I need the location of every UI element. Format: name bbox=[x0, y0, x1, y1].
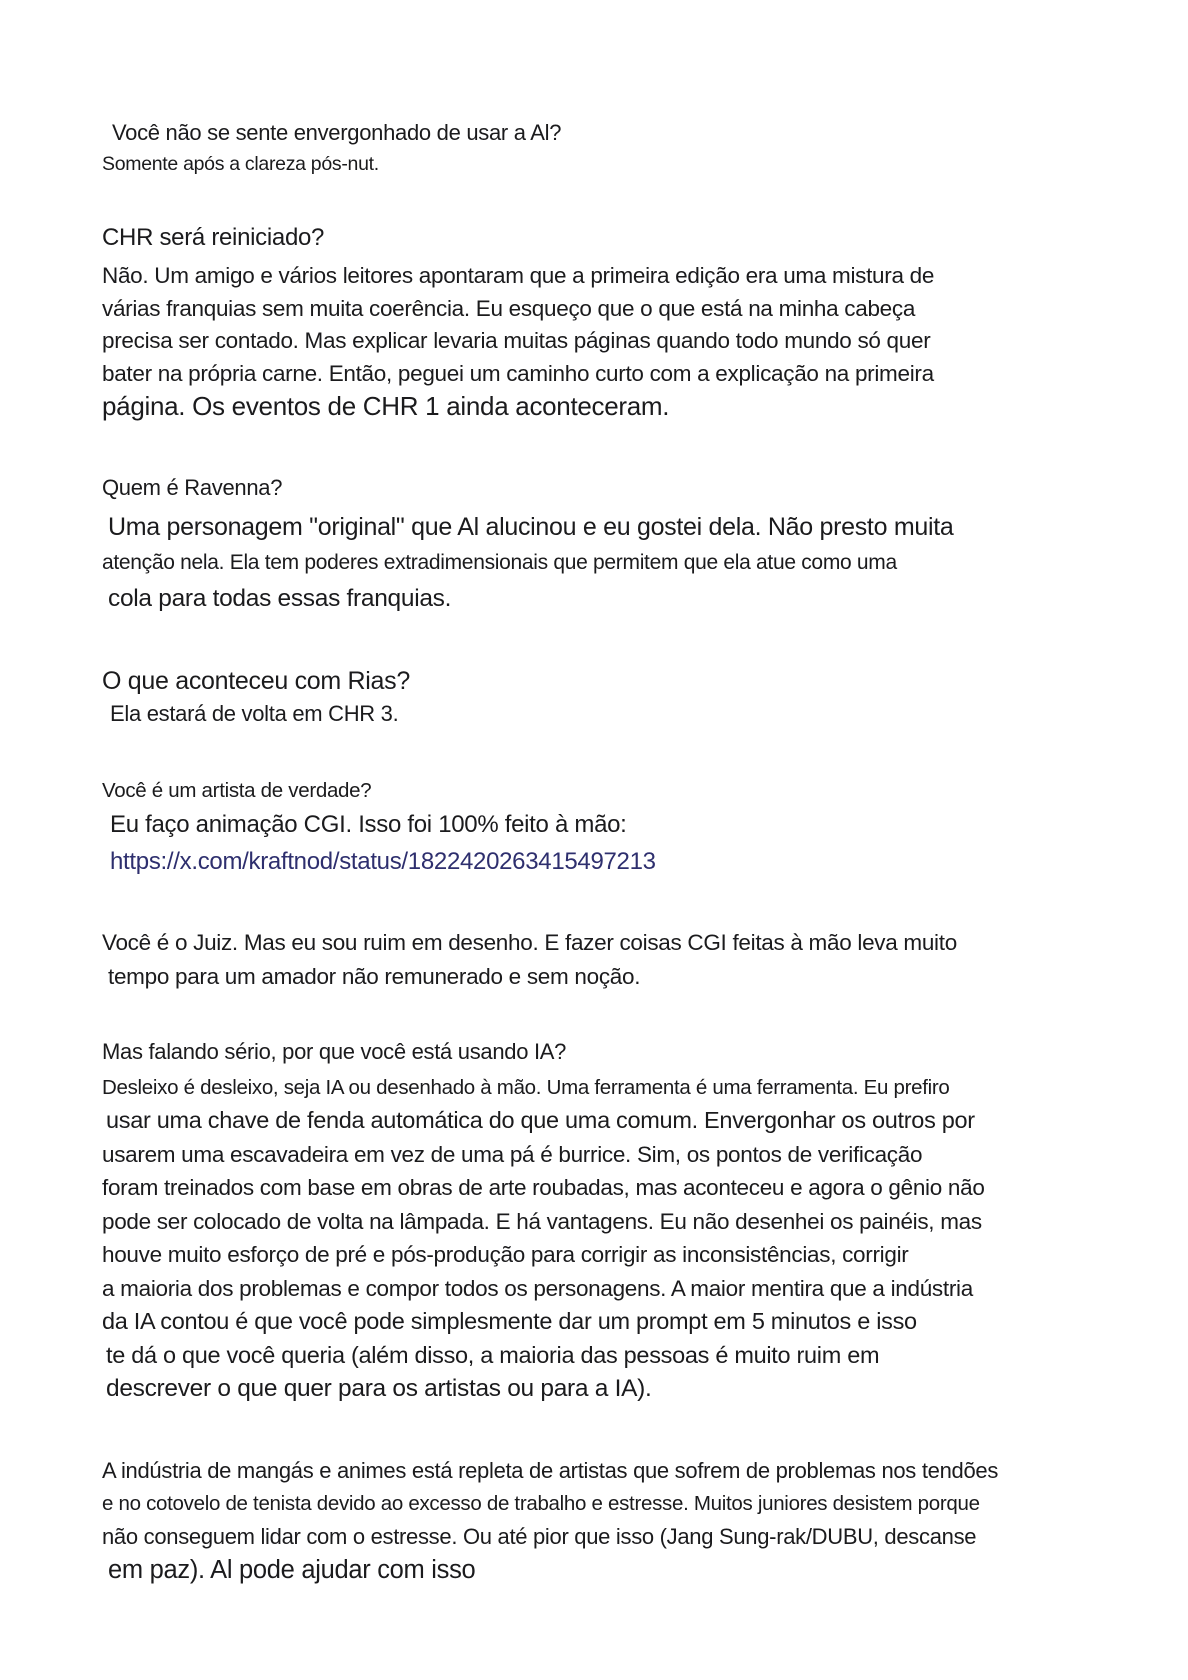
answer-line: houve muito esforço de pré e pós-produção para corrigir as inconsistências, corrigir bbox=[102, 1242, 909, 1267]
faq-section-rias bbox=[102, 665, 1102, 730]
tweet-link[interactable]: https://x.com/kraftnod/status/1822420263415497213 bbox=[110, 847, 656, 875]
answer-block bbox=[102, 1454, 1102, 1588]
answer-line: da IA contou é que você pode simplesmente dar um prompt em 5 minutos e isso bbox=[102, 1308, 917, 1334]
answer-line: precisa ser contado. Mas explicar levaria muitas páginas quando todo mundo só quer bbox=[102, 328, 931, 353]
answer-line: atenção nela. Ela tem poderes extradimensionais que permitem que ela atue como uma bbox=[102, 550, 897, 574]
answer-block bbox=[102, 509, 1102, 617]
question-text: O que aconteceu com Rias? bbox=[102, 666, 410, 695]
answer-line: Não. Um amigo e vários leitores apontaram que a primeira edição era uma mistura de bbox=[102, 263, 935, 288]
answer-line: várias franquias sem muita coerência. Eu esqueço que o que está na minha cabeça bbox=[102, 295, 916, 321]
faq-section-ai-shame bbox=[102, 118, 1102, 180]
answer-line: em paz). Al pode ajudar com isso bbox=[108, 1555, 476, 1584]
faq-section-real-artist bbox=[102, 776, 1102, 880]
answer-line: foram treinados com base em obras de arte roubadas, mas aconteceu e agora o gênio não bbox=[102, 1175, 985, 1200]
answer-line: página. Os eventos de CHR 1 ainda aconteceram. bbox=[102, 391, 670, 421]
answer-line: Você é o Juiz. Mas eu sou ruim em desenho. E fazer coisas CGI feitas à mão leva muito bbox=[102, 929, 957, 955]
answer-line: A indústria de mangás e animes está repleta de artistas que sofrem de problemas nos tendões bbox=[102, 1457, 999, 1483]
faq-section-industry-health bbox=[102, 1454, 1102, 1588]
answer-block bbox=[102, 698, 1102, 730]
answer-block bbox=[102, 260, 1102, 423]
answer-line: descrever o que quer para os artistas ou para a IA). bbox=[106, 1375, 652, 1402]
answer-block bbox=[102, 148, 1102, 180]
question-text: Você não se sente envergonhado de usar a Al? bbox=[112, 120, 562, 145]
answer-block bbox=[102, 926, 1102, 994]
question-text: Quem é Ravenna? bbox=[102, 474, 283, 500]
answer-block bbox=[102, 806, 1102, 843]
answer-block bbox=[102, 1071, 1102, 1406]
answer-line: cola para todas essas franquias. bbox=[108, 584, 452, 612]
question-text: CHR será reiniciado? bbox=[102, 224, 325, 251]
answer-line: a maioria dos problemas e compor todos os personagens. A maior mentira que a indústria bbox=[102, 1275, 973, 1301]
faq-content bbox=[102, 118, 1102, 1588]
answer-line: não conseguem lidar com o estresse. Ou até pior que isso (Jang Sung-rak/DUBU, descanse bbox=[102, 1523, 977, 1549]
faq-section-ravenna bbox=[102, 473, 1102, 617]
answer-line: usar uma chave de fenda automática do que uma comum. Envergonhar os outros por bbox=[106, 1107, 975, 1133]
faq-section-why-ai bbox=[102, 1036, 1102, 1406]
question-text: Você é um artista de verdade? bbox=[102, 778, 372, 802]
faq-section-chr-restart bbox=[102, 222, 1102, 423]
answer-line: Somente após a clareza pós-nut. bbox=[102, 153, 379, 175]
answer-line: Desleixo é desleixo, seja IA ou desenhado à mão. Uma ferramenta é uma ferramenta. Eu prefiro bbox=[102, 1075, 950, 1099]
answer-line: usarem uma escavadeira em vez de uma pá é burrice. Sim, os pontos de verificação bbox=[102, 1141, 923, 1167]
answer-line: te dá o que você queria (além disso, a maioria das pessoas é muito ruim em bbox=[106, 1341, 880, 1368]
answer-line: Uma personagem "original" que Al alucinou e eu gostei dela. Não presto muita bbox=[108, 512, 954, 541]
answer-line: Eu faço animação CGI. Isso foi 100% feito à mão: bbox=[110, 810, 627, 838]
answer-line: Ela estará de volta em CHR 3. bbox=[110, 700, 399, 726]
faq-section-judge-reply bbox=[102, 926, 1102, 994]
question-text: Mas falando sério, por que você está usando IA? bbox=[102, 1038, 567, 1064]
answer-link-line bbox=[110, 843, 1102, 880]
answer-line: bater na própria carne. Então, peguei um caminho curto com a explicação na primeira bbox=[102, 360, 934, 386]
answer-line: tempo para um amador não remunerado e sem noção. bbox=[108, 963, 641, 989]
answer-line: e no cotovelo de tenista devido ao excesso de trabalho e estresse. Muitos juniores desistem porque bbox=[102, 1491, 980, 1515]
answer-line: pode ser colocado de volta na lâmpada. E há vantagens. Eu não desenhei os painéis, mas bbox=[102, 1208, 982, 1234]
